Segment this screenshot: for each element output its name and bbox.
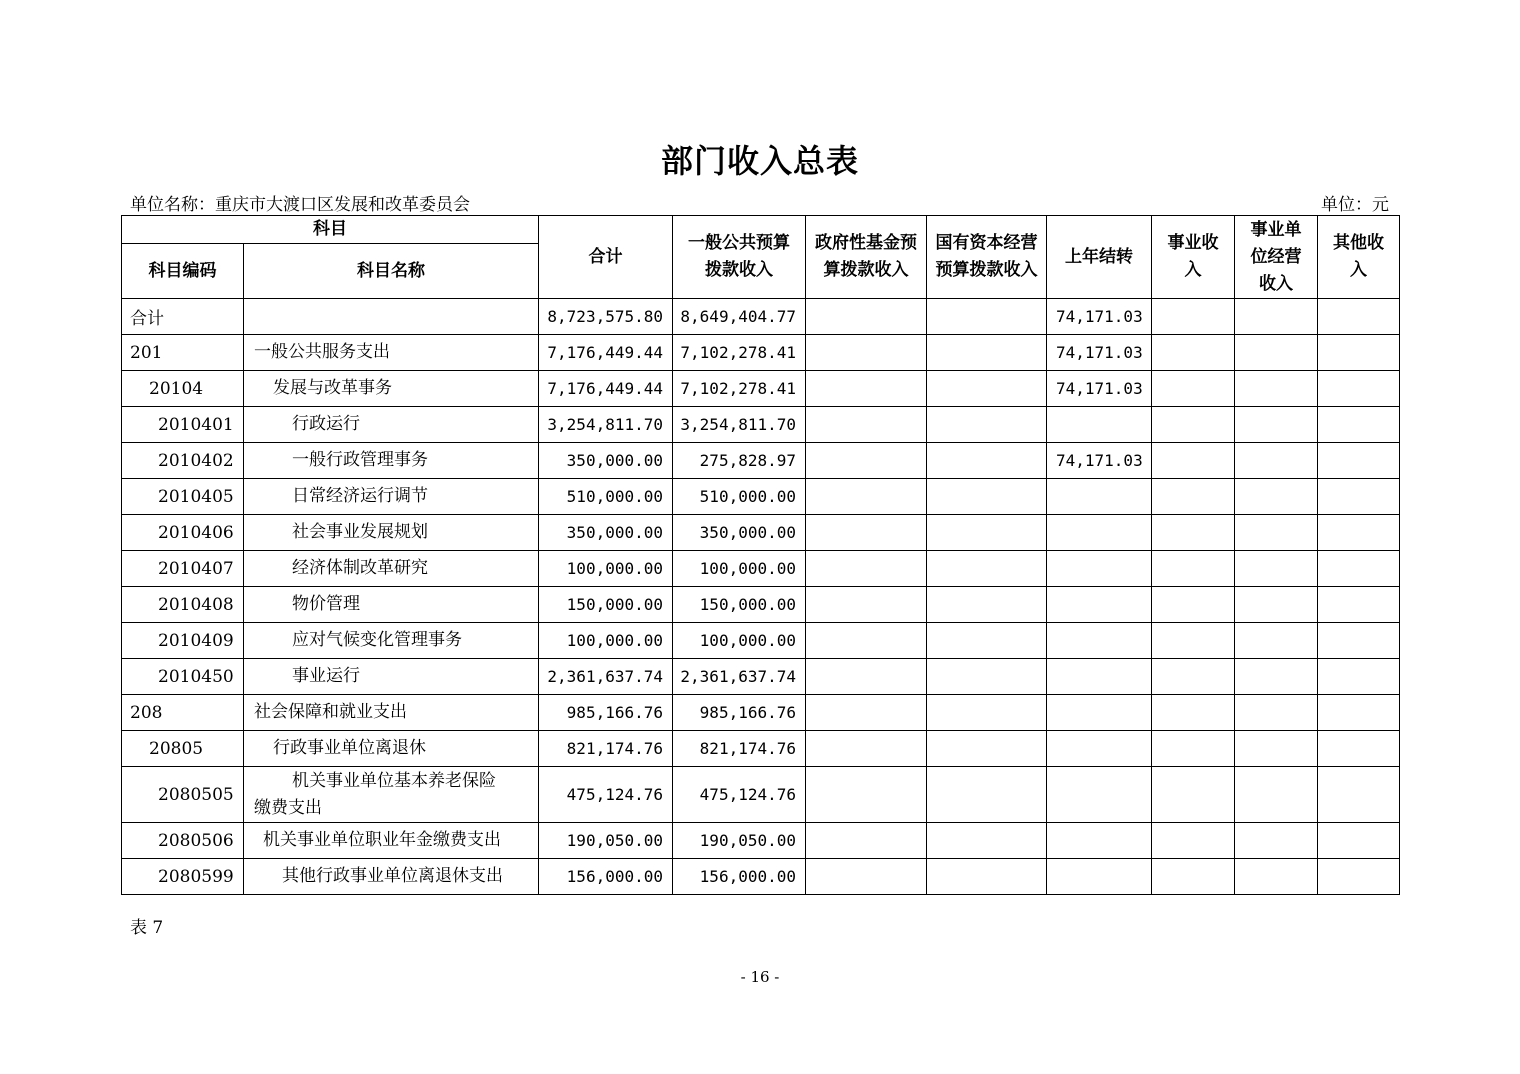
header-general-budget: 一般公共预算拨款收入: [673, 216, 806, 299]
row-general: 190,050.00: [673, 823, 806, 859]
row-operating: [1235, 695, 1318, 731]
row-operating: [1235, 859, 1318, 895]
row-carryover: 74,171.03: [1047, 299, 1152, 335]
row-business: [1152, 371, 1235, 407]
row-state-capital: [927, 823, 1047, 859]
row-operating: [1235, 515, 1318, 551]
row-name: 事业运行: [244, 659, 539, 695]
row-code: 2080599: [122, 859, 244, 895]
row-state-capital: [927, 767, 1047, 823]
row-code: 20805: [122, 731, 244, 767]
row-carryover: [1047, 823, 1152, 859]
row-code: 2010409: [122, 623, 244, 659]
row-gov-fund: [806, 443, 927, 479]
row-other: [1318, 659, 1400, 695]
row-name: 一般公共服务支出: [244, 335, 539, 371]
row-name: 其他行政事业单位离退休支出: [244, 859, 539, 895]
row-other: [1318, 623, 1400, 659]
row-business: [1152, 443, 1235, 479]
row-state-capital: [927, 587, 1047, 623]
row-state-capital: [927, 335, 1047, 371]
row-operating: [1235, 443, 1318, 479]
row-other: [1318, 859, 1400, 895]
row-code: 2010402: [122, 443, 244, 479]
row-carryover: [1047, 623, 1152, 659]
table-row: [122, 695, 1400, 731]
table-row: [122, 587, 1400, 623]
row-state-capital: [927, 623, 1047, 659]
row-business: [1152, 695, 1235, 731]
row-total: 350,000.00: [539, 515, 673, 551]
row-name: 发展与改革事务: [244, 371, 539, 407]
row-business: [1152, 299, 1235, 335]
row-total: 150,000.00: [539, 587, 673, 623]
row-operating: [1235, 335, 1318, 371]
row-gov-fund: [806, 479, 927, 515]
row-gov-fund: [806, 859, 927, 895]
row-other: [1318, 335, 1400, 371]
table-row: [122, 623, 1400, 659]
row-other: [1318, 515, 1400, 551]
header-code: 科目编码: [122, 244, 244, 299]
row-state-capital: [927, 299, 1047, 335]
table-row: [122, 659, 1400, 695]
table-row: [122, 551, 1400, 587]
table-row: [122, 407, 1400, 443]
row-name: 一般行政管理事务: [244, 443, 539, 479]
row-operating: [1235, 767, 1318, 823]
row-state-capital: [927, 859, 1047, 895]
row-carryover: [1047, 695, 1152, 731]
header-total: 合计: [539, 216, 673, 299]
table-row: [122, 371, 1400, 407]
table-row: [122, 299, 1400, 335]
row-general: 475,124.76: [673, 767, 806, 823]
row-state-capital: [927, 731, 1047, 767]
row-total: 100,000.00: [539, 551, 673, 587]
page-title: 部门收入总表: [660, 142, 859, 180]
row-other: [1318, 823, 1400, 859]
row-state-capital: [927, 443, 1047, 479]
row-state-capital: [927, 659, 1047, 695]
row-other: [1318, 479, 1400, 515]
row-total: 821,174.76: [539, 731, 673, 767]
row-other: [1318, 407, 1400, 443]
row-total: 100,000.00: [539, 623, 673, 659]
row-code: 2010450: [122, 659, 244, 695]
row-carryover: [1047, 407, 1152, 443]
row-gov-fund: [806, 731, 927, 767]
row-gov-fund: [806, 823, 927, 859]
row-general: 100,000.00: [673, 623, 806, 659]
row-state-capital: [927, 551, 1047, 587]
row-operating: [1235, 823, 1318, 859]
row-general: 100,000.00: [673, 551, 806, 587]
row-business: [1152, 859, 1235, 895]
row-other: [1318, 767, 1400, 823]
row-name: [244, 767, 539, 823]
row-name: 社会事业发展规划: [244, 515, 539, 551]
row-carryover: 74,171.03: [1047, 335, 1152, 371]
row-total: 156,000.00: [539, 859, 673, 895]
row-name-line1: 机关事业单位基本养老保险: [292, 770, 496, 791]
table-row: [122, 823, 1400, 859]
row-other: [1318, 695, 1400, 731]
row-operating: [1235, 479, 1318, 515]
row-general: 150,000.00: [673, 587, 806, 623]
row-general: 156,000.00: [673, 859, 806, 895]
row-name-line2: 缴费支出: [254, 797, 322, 818]
table-row: [122, 443, 1400, 479]
row-code: 208: [122, 695, 244, 731]
row-code: 2010407: [122, 551, 244, 587]
row-name: 社会保障和就业支出: [244, 695, 539, 731]
row-general: 8,649,404.77: [673, 299, 806, 335]
row-operating: [1235, 623, 1318, 659]
row-general: 7,102,278.41: [673, 335, 806, 371]
row-operating: [1235, 299, 1318, 335]
row-gov-fund: [806, 587, 927, 623]
row-general: 2,361,637.74: [673, 659, 806, 695]
row-carryover: 74,171.03: [1047, 443, 1152, 479]
row-state-capital: [927, 407, 1047, 443]
row-general: 350,000.00: [673, 515, 806, 551]
row-other: [1318, 443, 1400, 479]
row-code: 201: [122, 335, 244, 371]
row-name: 经济体制改革研究: [244, 551, 539, 587]
row-business: [1152, 731, 1235, 767]
row-total: 8,723,575.80: [539, 299, 673, 335]
row-code: 2080506: [122, 823, 244, 859]
row-carryover: [1047, 479, 1152, 515]
row-other: [1318, 371, 1400, 407]
row-name: 物价管理: [244, 587, 539, 623]
row-general: 985,166.76: [673, 695, 806, 731]
row-operating: [1235, 731, 1318, 767]
row-carryover: 74,171.03: [1047, 371, 1152, 407]
row-business: [1152, 823, 1235, 859]
header-state-capital: 国有资本经营预算拨款收入: [927, 216, 1047, 299]
row-business: [1152, 767, 1235, 823]
row-operating: [1235, 659, 1318, 695]
row-gov-fund: [806, 767, 927, 823]
row-total: 350,000.00: [539, 443, 673, 479]
header-business-income: 事业收入: [1152, 216, 1235, 299]
row-carryover: [1047, 731, 1152, 767]
row-general: 3,254,811.70: [673, 407, 806, 443]
row-gov-fund: [806, 407, 927, 443]
table-row: [122, 767, 1400, 823]
table-footnote: 表 7: [130, 918, 164, 938]
header-operating-income: 事业单位经营收入: [1235, 216, 1318, 299]
row-general: 275,828.97: [673, 443, 806, 479]
row-other: [1318, 299, 1400, 335]
row-business: [1152, 659, 1235, 695]
row-general: 821,174.76: [673, 731, 806, 767]
row-general: 7,102,278.41: [673, 371, 806, 407]
row-code: 合计: [122, 299, 244, 335]
table-row: [122, 479, 1400, 515]
row-name: 机关事业单位职业年金缴费支出: [244, 823, 539, 859]
row-name: 行政事业单位离退休: [244, 731, 539, 767]
row-operating: [1235, 371, 1318, 407]
row-state-capital: [927, 515, 1047, 551]
header-gov-fund: 政府性基金预算拨款收入: [806, 216, 927, 299]
row-carryover: [1047, 859, 1152, 895]
row-total: 7,176,449.44: [539, 335, 673, 371]
row-operating: [1235, 587, 1318, 623]
row-general: 510,000.00: [673, 479, 806, 515]
row-code: 2080505: [122, 767, 244, 823]
row-total: 3,254,811.70: [539, 407, 673, 443]
row-name: 日常经济运行调节: [244, 479, 539, 515]
row-gov-fund: [806, 515, 927, 551]
row-code: 20104: [122, 371, 244, 407]
row-business: [1152, 623, 1235, 659]
row-business: [1152, 551, 1235, 587]
row-code: 2010401: [122, 407, 244, 443]
row-total: 510,000.00: [539, 479, 673, 515]
page-number: - 16 -: [740, 968, 780, 986]
row-state-capital: [927, 479, 1047, 515]
table-row: [122, 515, 1400, 551]
row-total: 475,124.76: [539, 767, 673, 823]
row-gov-fund: [806, 551, 927, 587]
row-gov-fund: [806, 371, 927, 407]
row-code: 2010405: [122, 479, 244, 515]
row-operating: [1235, 407, 1318, 443]
row-code: 2010408: [122, 587, 244, 623]
row-business: [1152, 515, 1235, 551]
header-other-income: 其他收入: [1318, 216, 1400, 299]
table-row: [122, 335, 1400, 371]
row-gov-fund: [806, 335, 927, 371]
row-business: [1152, 407, 1235, 443]
row-carryover: [1047, 551, 1152, 587]
row-name: [244, 299, 539, 335]
header-name: 科目名称: [244, 244, 539, 299]
row-gov-fund: [806, 695, 927, 731]
row-name: 行政运行: [244, 407, 539, 443]
row-total: 7,176,449.44: [539, 371, 673, 407]
row-state-capital: [927, 371, 1047, 407]
row-carryover: [1047, 767, 1152, 823]
row-business: [1152, 335, 1235, 371]
row-gov-fund: [806, 623, 927, 659]
row-business: [1152, 587, 1235, 623]
row-state-capital: [927, 695, 1047, 731]
unit-label: 单位：元: [1321, 195, 1389, 215]
unit-name: 单位名称：重庆市大渡口区发展和改革委员会: [130, 195, 470, 215]
row-operating: [1235, 551, 1318, 587]
row-carryover: [1047, 515, 1152, 551]
row-total: 985,166.76: [539, 695, 673, 731]
row-total: 2,361,637.74: [539, 659, 673, 695]
row-other: [1318, 731, 1400, 767]
row-code: 2010406: [122, 515, 244, 551]
row-other: [1318, 551, 1400, 587]
row-other: [1318, 587, 1400, 623]
row-gov-fund: [806, 299, 927, 335]
header-subject: 科目: [122, 216, 539, 244]
row-total: 190,050.00: [539, 823, 673, 859]
row-gov-fund: [806, 659, 927, 695]
table-row: [122, 859, 1400, 895]
row-name: 应对气候变化管理事务: [244, 623, 539, 659]
table-row: [122, 731, 1400, 767]
row-carryover: [1047, 659, 1152, 695]
row-business: [1152, 479, 1235, 515]
income-table: [121, 215, 1400, 895]
row-carryover: [1047, 587, 1152, 623]
header-carryover: 上年结转: [1047, 216, 1152, 299]
